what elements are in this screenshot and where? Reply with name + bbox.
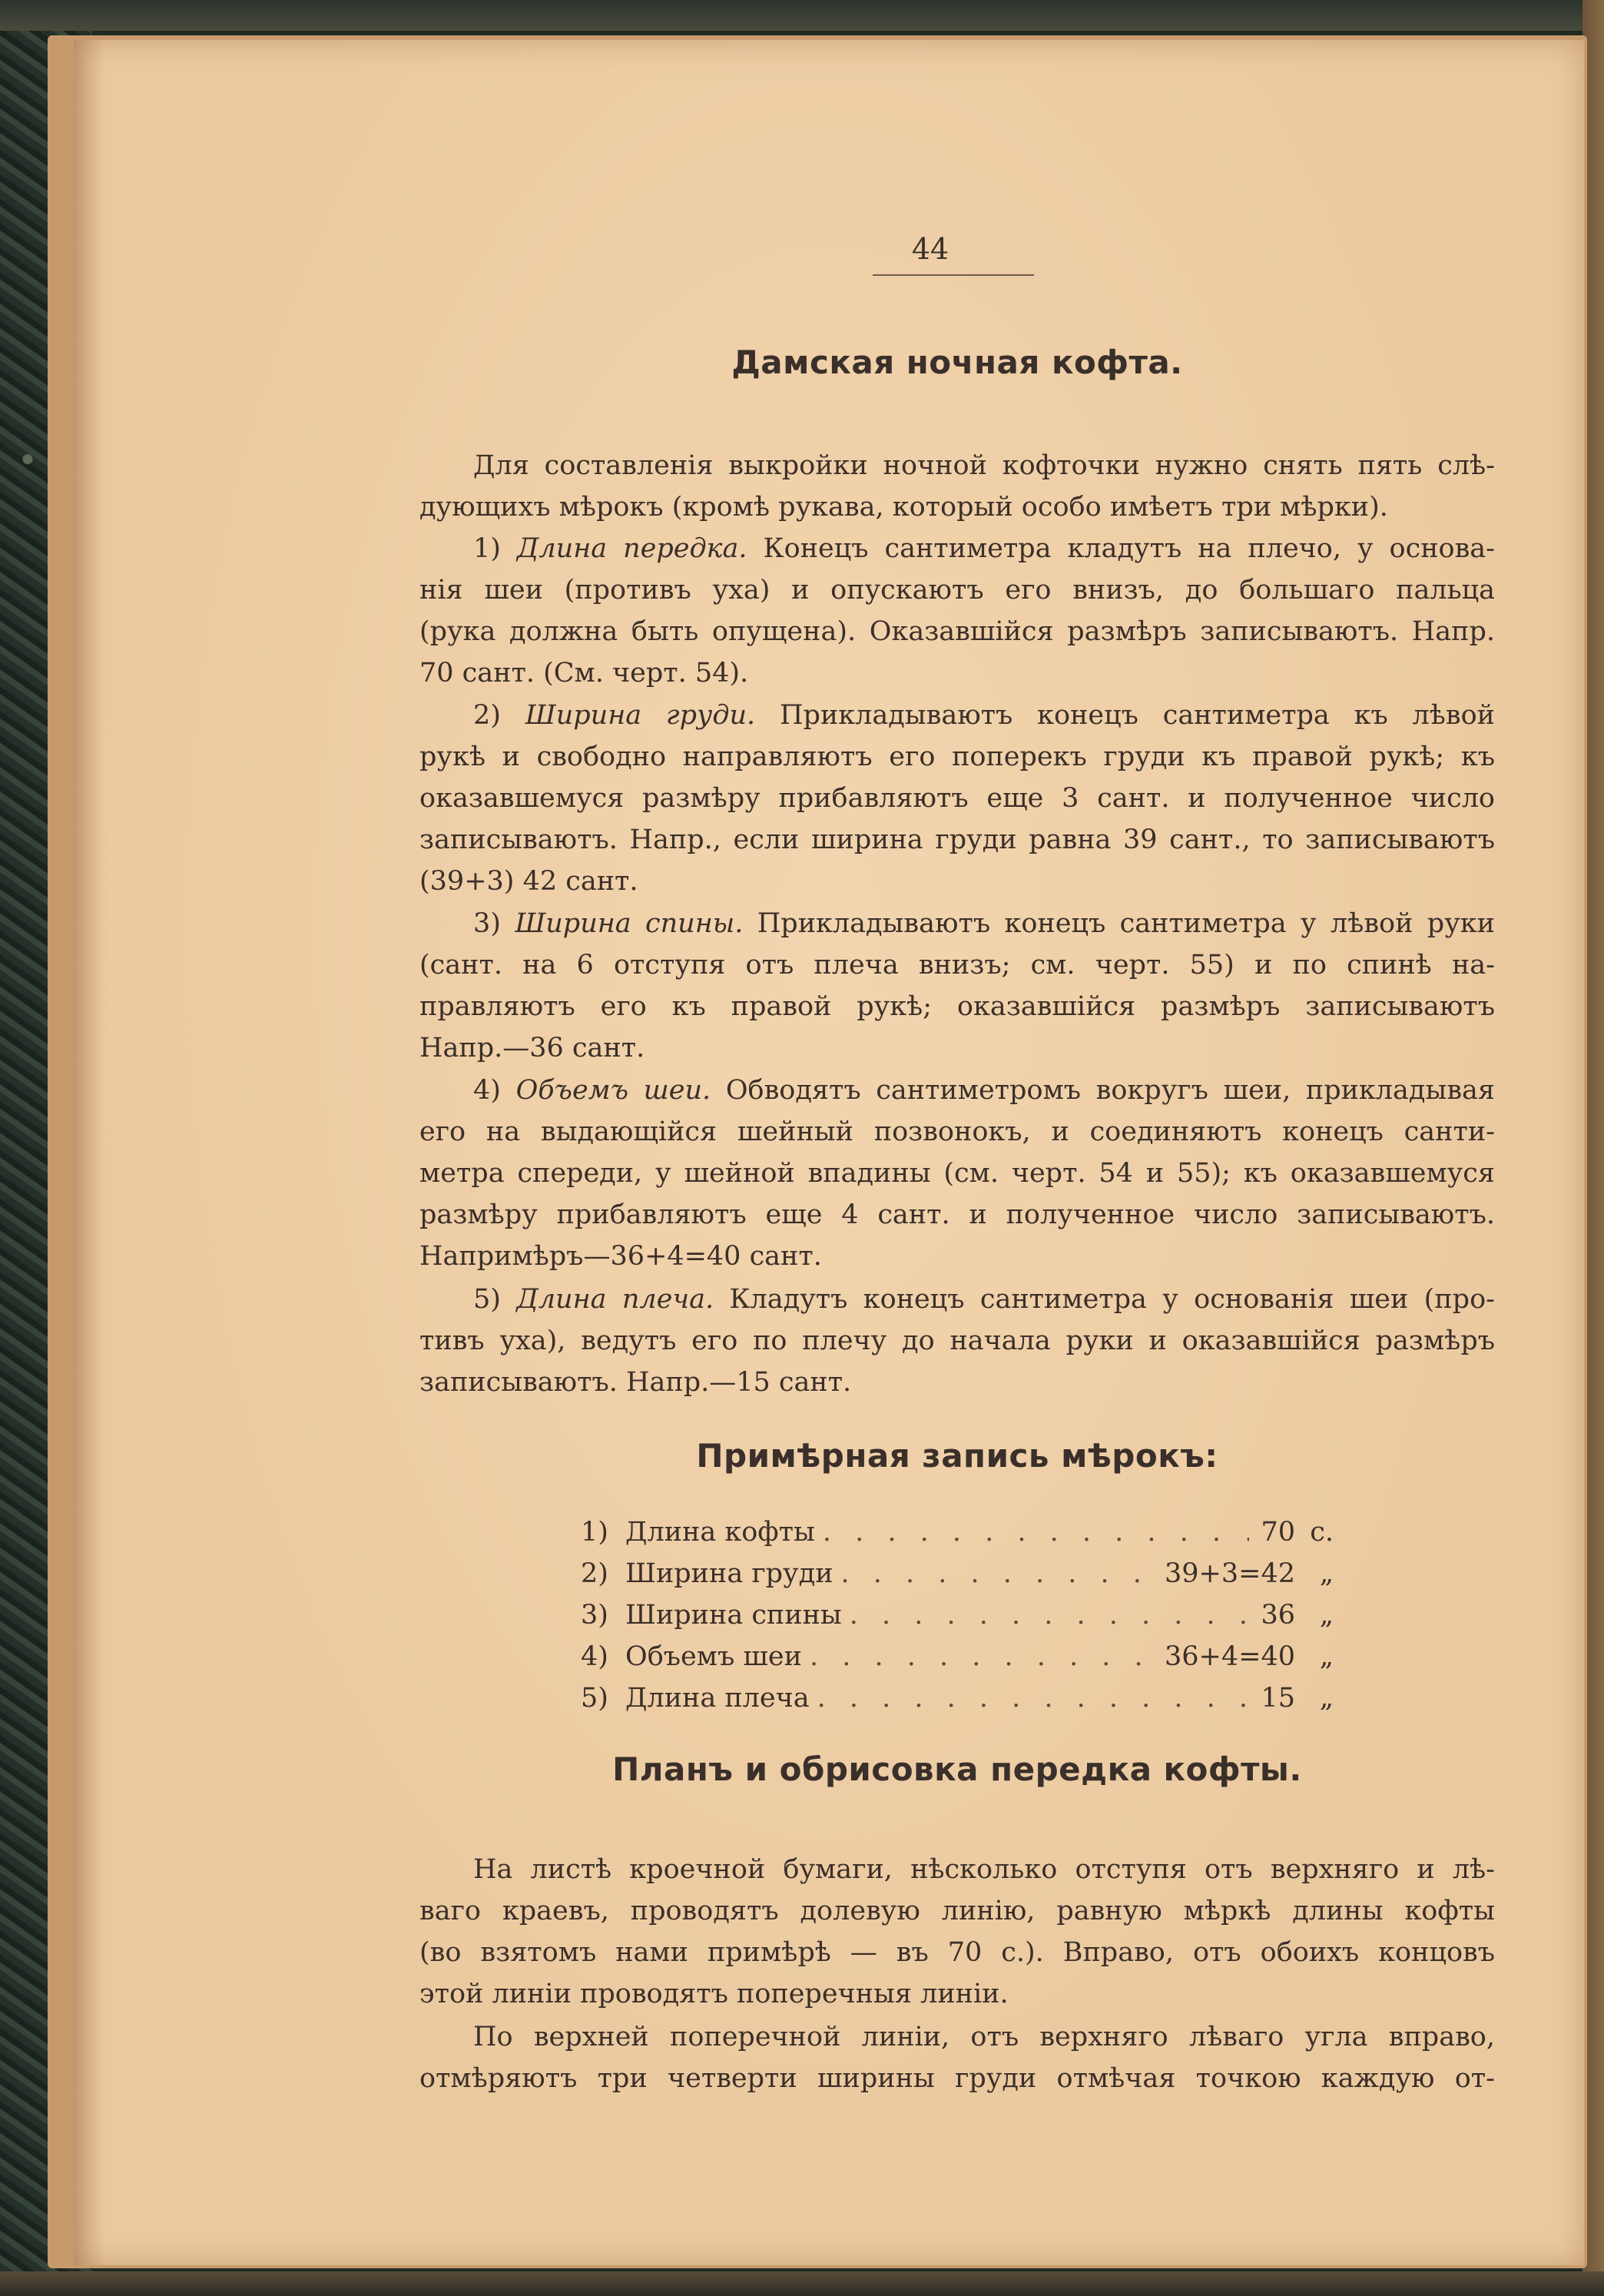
intro-line: Для составленія выкройки ночной кофточки нужно снять пять слѣ- <box>473 450 1495 481</box>
dot-leader <box>815 1517 1249 1548</box>
item-term: Объемъ шеи. <box>515 1075 711 1106</box>
item-first-line <box>419 903 1495 944</box>
dot-leader <box>842 1600 1249 1631</box>
plan-line: На листѣ кроечной бумаги, нѣсколько отступя отъ верхняго и лѣ- <box>473 1854 1495 1885</box>
item-text: Конецъ сантиметра кладутъ на плечо, у основа- <box>763 533 1495 564</box>
sample-row <box>581 1600 1334 1641</box>
plan-line: отмѣряютъ три четверти ширины груди отмѣчая точкою каждую от- <box>419 2063 1495 2094</box>
item-line: записываютъ. Напр., если ширина груди равна 39 сант., то записываютъ <box>419 825 1495 855</box>
item-term: Ширина груди. <box>525 700 756 731</box>
measure-item-3 <box>419 903 1495 1069</box>
measure-item-4 <box>419 1070 1495 1277</box>
item-line: рукѣ и свободно направляютъ его поперекъ груди къ правой рукѣ; къ <box>419 742 1495 772</box>
item-line: нія шеи (противъ уха) и опускаютъ его внизъ, до большаго пальца <box>419 575 1495 606</box>
intro-paragraph <box>419 445 1495 528</box>
section-title: Дамская ночная кофта. <box>731 343 1183 381</box>
sample-row <box>581 1517 1334 1558</box>
measure-item-1 <box>419 528 1495 694</box>
item-number: 3) <box>473 908 501 939</box>
item-number: 4) <box>473 1075 501 1106</box>
sample-row <box>581 1683 1334 1724</box>
book-bottom-edge <box>0 2271 1604 2296</box>
item-first-line <box>419 695 1495 736</box>
page-number-rule <box>873 274 1034 276</box>
item-text: Кладутъ конецъ сантиметра у основанія шеи (про- <box>729 1284 1495 1315</box>
intro-line: дующихъ мѣрокъ (кромѣ рукава, который особо имѣетъ три мѣрки). <box>419 492 1388 523</box>
item-term: Длина передка. <box>516 533 747 564</box>
page-number: 44 <box>911 232 949 266</box>
sample-value: 70 <box>1261 1517 1295 1548</box>
sample-unit: „ <box>1319 1600 1334 1631</box>
item-line: 70 сант. (См. черт. 54). <box>419 658 749 688</box>
plan-line: ваго краевъ, проводятъ долевую линію, равную мѣркѣ длины кофты <box>419 1896 1495 1926</box>
sample-label: Ширина спины <box>625 1600 842 1631</box>
sample-unit: „ <box>1319 1558 1334 1589</box>
plan-line: По верхней поперечной линіи, отъ верхняго лѣваго угла вправо, <box>473 2022 1495 2052</box>
sample-value: 36+4=40 <box>1165 1641 1295 1672</box>
sample-label: Объемъ шеи <box>625 1641 802 1672</box>
sample-unit: с. <box>1310 1517 1334 1548</box>
item-line: записываютъ. Напр.—15 сант. <box>419 1367 852 1398</box>
item-line: размѣру прибавляютъ еще 4 сант. и полученное число записываютъ. <box>419 1199 1495 1230</box>
dot-leader <box>810 1683 1249 1714</box>
sample-row <box>581 1641 1334 1683</box>
sample-label: Длина плеча <box>625 1683 810 1714</box>
plan-heading: Планъ и обрисовка передка кофты. <box>612 1750 1302 1788</box>
dot-leader <box>802 1641 1165 1672</box>
sample-row <box>581 1558 1334 1600</box>
measure-item-2 <box>419 695 1495 902</box>
sample-number: 5) <box>581 1683 608 1714</box>
sample-value: 39+3=42 <box>1165 1558 1295 1589</box>
item-line: оказавшемуся размѣру прибавляютъ еще 3 сант. и полученное число <box>419 783 1495 814</box>
item-text: Обводятъ сантиметромъ вокругъ шеи, прикладывая <box>725 1075 1495 1106</box>
dot-leader <box>833 1558 1165 1589</box>
sample-number: 3) <box>581 1600 608 1631</box>
item-first-line <box>419 1279 1495 1320</box>
sample-number: 1) <box>581 1517 608 1548</box>
plan-paragraph-1 <box>419 1849 1495 2015</box>
item-number: 5) <box>473 1284 501 1315</box>
item-line: (сант. на 6 отступя отъ плеча внизъ; см. черт. 55) и по спинѣ на- <box>419 950 1495 980</box>
item-number: 2) <box>473 700 501 731</box>
sample-label: Длина кофты <box>625 1517 815 1548</box>
item-first-line <box>419 528 1495 569</box>
item-line: (рука должна быть опущена). Оказавшійся размѣръ записываютъ. Напр. <box>419 616 1495 647</box>
measure-item-5 <box>419 1279 1495 1403</box>
item-term: Ширина спины. <box>515 908 744 939</box>
item-number: 1) <box>473 533 501 564</box>
sample-label: Ширина груди <box>625 1558 833 1589</box>
book-top-edge <box>0 0 1604 31</box>
sample-unit: „ <box>1319 1683 1334 1714</box>
item-line: (39+3) 42 сант. <box>419 866 638 897</box>
sample-measure-list <box>581 1517 1334 1724</box>
plan-line: (во взятомъ нами примѣрѣ — въ 70 с.). Вправо, отъ обоихъ концовъ <box>419 1937 1495 1968</box>
plan-paragraph-2 <box>419 2016 1495 2099</box>
sample-value: 15 <box>1261 1683 1295 1714</box>
item-line: Напримѣръ—36+4=40 сант. <box>419 1241 822 1272</box>
item-line: правляютъ его къ правой рукѣ; оказавшійся размѣръ записываютъ <box>419 991 1495 1022</box>
item-term: Длина плеча. <box>516 1284 714 1315</box>
item-line: тивъ уха), ведутъ его по плечу до начала руки и оказавшійся размѣръ <box>419 1326 1495 1356</box>
item-first-line <box>419 1070 1495 1111</box>
plan-line: этой линіи проводятъ поперечныя линіи. <box>419 1979 1009 2009</box>
item-line: метра спереди, у шейной впадины (см. черт. 54 и 55); къ оказавшемуся <box>419 1158 1495 1189</box>
sample-value: 36 <box>1261 1600 1295 1631</box>
sample-heading: Примѣрная запись мѣрокъ: <box>696 1437 1218 1475</box>
item-text: Прикладываютъ конецъ сантиметра у лѣвой руки <box>757 908 1495 939</box>
item-line: Напр.—36 сант. <box>419 1033 645 1063</box>
sample-number: 4) <box>581 1641 608 1672</box>
item-text: Прикладываютъ конецъ сантиметра къ лѣвой <box>780 700 1495 731</box>
sample-unit: „ <box>1319 1641 1334 1672</box>
item-line: его на выдающійся шейный позвонокъ, и соединяютъ конецъ санти- <box>419 1116 1495 1147</box>
book-page <box>74 40 1584 2265</box>
sample-number: 2) <box>581 1558 608 1589</box>
